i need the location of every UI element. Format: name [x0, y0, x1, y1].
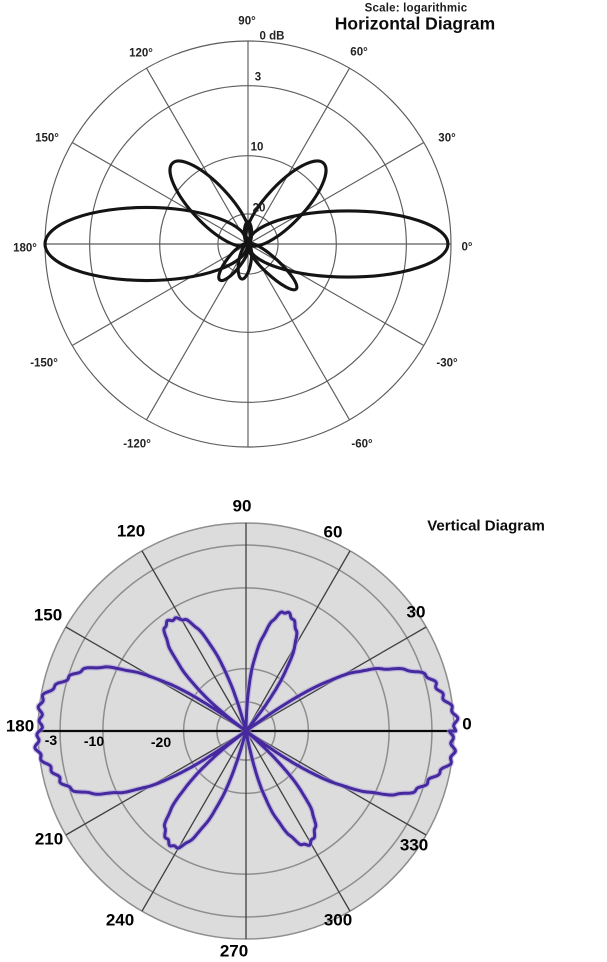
scale-note: Scale: logarithmic — [364, 2, 468, 15]
v-ring-label-n10: -10 — [83, 733, 105, 749]
v-angle-label-0: 0 — [462, 714, 472, 734]
v-angle-label-240: 240 — [105, 910, 135, 930]
angle-label-120: 120° — [129, 47, 153, 60]
v-angle-label-210: 210 — [34, 829, 64, 849]
angle-label-n120: -120° — [123, 438, 151, 451]
v-angle-label-180: 180 — [5, 716, 35, 736]
angle-label-90: 90° — [238, 15, 256, 28]
angle-label-60: 60° — [350, 46, 368, 59]
v-angle-label-90: 90 — [232, 496, 252, 516]
vertical-diagram-title: Vertical Diagram — [427, 517, 545, 535]
horizontal-diagram-title: Horizontal Diagram — [334, 13, 496, 34]
v-angle-label-330: 330 — [399, 835, 429, 855]
angle-label-180: 180° — [13, 242, 37, 255]
v-ring-label-n20: -20 — [150, 734, 172, 750]
v-angle-label-270: 270 — [219, 941, 249, 961]
v-angle-label-300: 300 — [323, 910, 353, 930]
ring-label-3: 3 — [254, 71, 262, 84]
v-angle-label-60: 60 — [323, 522, 343, 542]
v-ring-label-n3: -3 — [44, 732, 58, 748]
ring-label-0db: 0 dB — [259, 30, 285, 43]
ring-label-20: 20 — [252, 202, 266, 215]
angle-label-150: 150° — [35, 132, 59, 145]
v-angle-label-150: 150 — [33, 605, 63, 625]
angle-label-0: 0° — [461, 241, 473, 254]
angle-label-n150: -150° — [30, 357, 58, 370]
angle-label-30: 30° — [438, 132, 456, 145]
angle-label-n30: -30° — [436, 357, 458, 370]
angle-label-n60: -60° — [351, 438, 373, 451]
v-angle-label-120: 120 — [116, 521, 146, 541]
ring-label-10: 10 — [250, 141, 264, 154]
v-angle-label-30: 30 — [406, 602, 426, 622]
